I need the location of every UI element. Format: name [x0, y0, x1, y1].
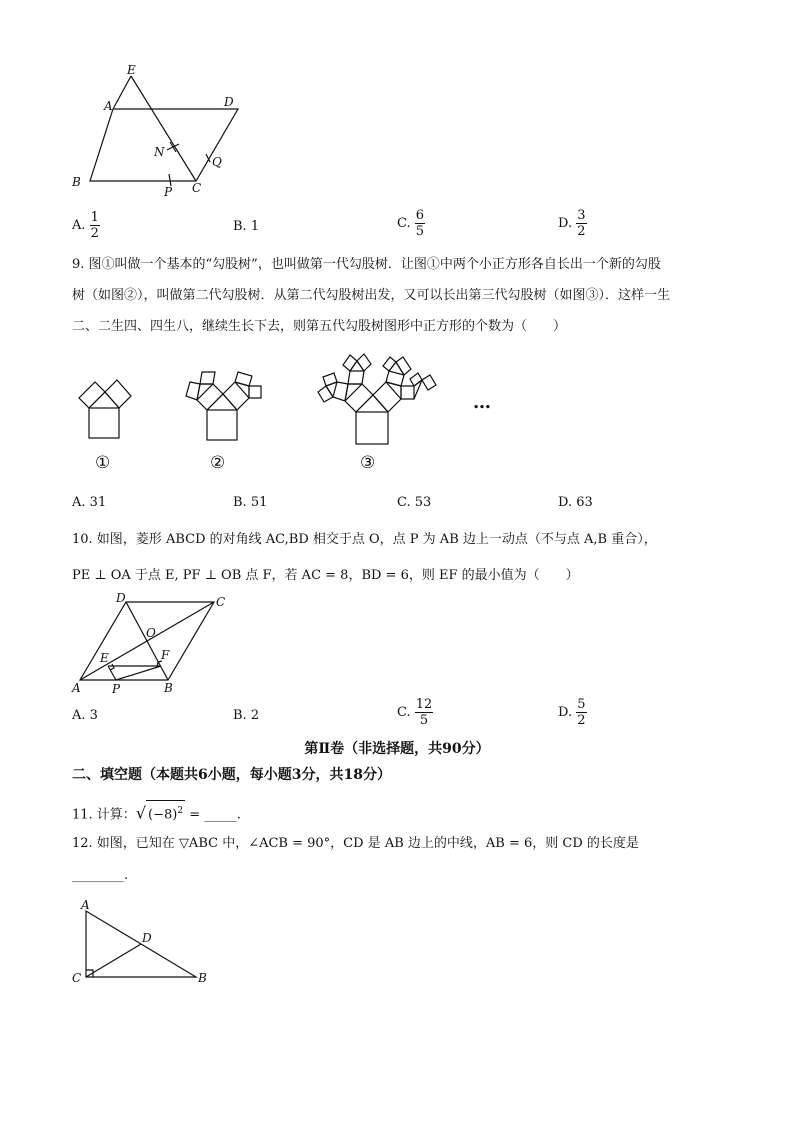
q11-radicand-base: (−8)	[148, 807, 178, 823]
q12-label-d: D	[142, 931, 152, 945]
q8-option-b[interactable]	[233, 219, 259, 234]
q10-option-c-num: 12	[415, 697, 433, 712]
q10-right-angle-e	[110, 664, 114, 670]
q10-option-a-value: 3	[89, 708, 98, 723]
q8-option-d[interactable]	[558, 208, 587, 239]
q12-line-2: ________.	[72, 868, 129, 883]
q10-option-d-den: 2	[577, 713, 586, 728]
q8-option-a-fraction	[90, 210, 100, 241]
q9-option-d-letter: D.	[558, 495, 573, 510]
q10-option-b-value: 2	[250, 708, 260, 723]
q8-label-b: B	[72, 175, 81, 189]
q10-option-b-letter: B.	[233, 708, 247, 723]
q10-option-a-letter: A.	[72, 708, 86, 723]
q9-option-d[interactable]	[558, 495, 593, 510]
q12-label-a: A	[81, 898, 90, 912]
q10-option-c[interactable]	[397, 697, 433, 728]
q8-label-p: P	[164, 185, 173, 199]
q9-option-a-value: 31	[89, 495, 107, 510]
q8-option-c-den: 5	[415, 224, 425, 239]
q8-option-a-den: 2	[90, 226, 99, 241]
q9-option-c[interactable]	[397, 495, 431, 510]
q11-prefix: 11. 计算：	[72, 807, 136, 823]
q8-option-d-den: 2	[577, 224, 586, 239]
q10-option-c-den: 5	[419, 713, 429, 728]
q9-fig-label-3: ③	[360, 453, 376, 473]
q9-line-2: 树（如图②），叫做第二代勾股树．从第二代勾股树出发，又可以长出第三代勾股树（如图③）．这样一生	[72, 288, 671, 303]
q9-option-a[interactable]	[72, 495, 106, 510]
q10-option-c-letter: C.	[397, 705, 411, 720]
q8-option-d-letter: D.	[558, 216, 573, 231]
q12-label-b: B	[198, 971, 207, 985]
q8-option-a-letter: A.	[72, 218, 86, 233]
q8-option-b-letter: B.	[233, 219, 247, 234]
q10-line-pe	[108, 666, 116, 680]
q10-option-b[interactable]	[233, 708, 259, 723]
q11-radical-sign: √	[135, 803, 147, 823]
q9-fig-label-1: ①	[95, 453, 111, 473]
q9-option-d-value: 63	[576, 495, 593, 510]
q12-line-1: 12. 如图，已知在 ▽ABC 中，∠ACB = 90°，CD 是 AB 边上的中线，AB = 6，则 CD 的长度是	[72, 836, 639, 851]
q9-option-b-value: 51	[250, 495, 268, 510]
fill-in-section-heading: 二、填空题（本题共6小题，每小题3分，共18分）	[72, 767, 391, 783]
q8-label-n: N	[154, 145, 165, 159]
q8-option-a[interactable]	[72, 210, 100, 241]
q10-option-d[interactable]	[558, 697, 587, 728]
q8-option-a-num: 1	[90, 210, 99, 225]
q10-label-e: E	[100, 651, 109, 665]
q10-option-d-num: 5	[577, 697, 586, 712]
q9-tree-2	[186, 372, 261, 440]
q10-option-c-fraction	[415, 697, 434, 728]
q11-radicand	[146, 800, 185, 825]
q12-right-triangle-figure	[66, 895, 216, 990]
q11-suffix: = _____.	[185, 807, 241, 823]
q10-label-a: A	[72, 681, 81, 695]
q8-option-d-fraction	[576, 208, 586, 239]
q9-option-c-letter: C.	[397, 495, 411, 510]
q10-line-2: PE ⊥ OA 于点 E, PF ⊥ OB 点 F，若 AC = 8，BD = 6，则 EF 的最小值为（ ）	[72, 568, 579, 583]
q10-option-a[interactable]	[72, 708, 98, 723]
q9-option-b-letter: B.	[233, 495, 247, 510]
q9-ellipsis: …	[473, 392, 491, 413]
q12-label-c: C	[72, 971, 82, 985]
q9-fig-label-2: ②	[210, 453, 226, 473]
q10-label-o: O	[146, 626, 156, 640]
q11-sqrt	[136, 800, 185, 825]
q10-label-b: B	[164, 681, 173, 695]
q8-label-d: D	[224, 95, 234, 109]
q8-option-b-value: 1	[250, 219, 260, 234]
q10-line-pf	[116, 666, 161, 680]
q10-rhombus-figure	[66, 588, 236, 698]
part2-title: 第Ⅱ卷（非选择题，共90分）	[304, 741, 490, 757]
q9-line-1: 9. 图①叫做一个基本的“勾股树”，也叫做第一代勾股树．让图①中两个小正方形各自长出一个新的勾股	[72, 257, 661, 272]
q9-option-b[interactable]	[233, 495, 267, 510]
q12-median-cd	[86, 944, 141, 977]
q11-exponent: 2	[177, 806, 184, 816]
q9-option-a-letter: A.	[72, 495, 86, 510]
q10-label-c: C	[216, 595, 226, 609]
q8-option-c-num: 6	[415, 208, 425, 223]
q8-label-q: Q	[212, 155, 222, 169]
q8-parallelogram-figure	[60, 62, 250, 202]
q10-label-f: F	[161, 648, 170, 662]
q11-question	[72, 800, 241, 825]
q10-label-d: D	[116, 591, 126, 605]
q10-option-d-fraction	[576, 697, 586, 728]
q10-diagonal-bd	[126, 602, 168, 680]
q8-label-c: C	[192, 181, 202, 195]
q9-line-3: 二、二生四、四生八，继续生长下去，则第五代勾股树图形中正方形的个数为（ ）	[72, 319, 567, 334]
q8-line-ea	[113, 76, 131, 109]
q9-tree-1	[79, 380, 131, 438]
q8-option-c[interactable]	[397, 208, 425, 239]
q9-option-c-value: 53	[414, 495, 432, 510]
q8-label-a: A	[104, 99, 113, 113]
q9-tree-3	[318, 354, 436, 444]
q10-line-1: 10. 如图，菱形 ABCD 的对角线 AC,BD 相交于点 O，点 P 为 AB 边上一动点（不与点 A,B 重合），	[72, 532, 657, 547]
q10-option-d-letter: D.	[558, 705, 573, 720]
q8-option-c-letter: C.	[397, 216, 411, 231]
q9-pythagoras-tree-figures	[60, 340, 520, 480]
q8-option-d-num: 3	[577, 208, 586, 223]
q10-label-p: P	[112, 682, 121, 696]
q8-line-ec	[131, 76, 196, 181]
q8-label-e: E	[127, 63, 136, 77]
q8-option-c-fraction	[415, 208, 425, 239]
